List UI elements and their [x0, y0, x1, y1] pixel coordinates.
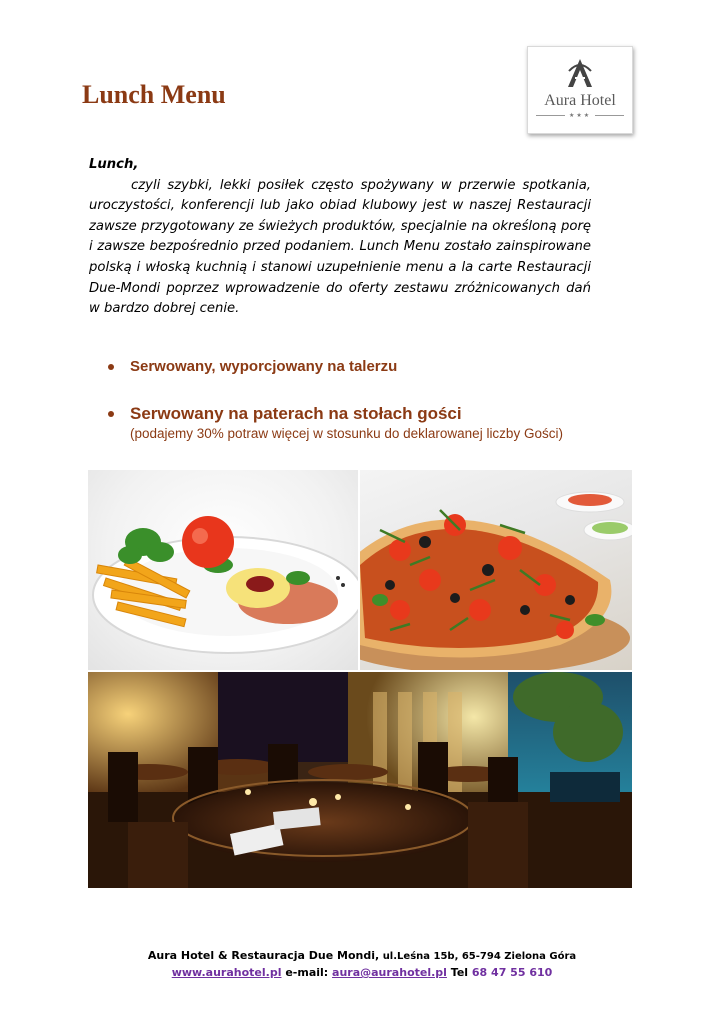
- footer-contact: [0, 966, 724, 979]
- bullet-dot-icon: [108, 364, 114, 370]
- intro-body: czyli szybki, lekki posiłek często spożywany w przerwie spotkania, uroczystości, konferencji lub jako obiad klubowy jest w naszej Restauracji zawsze przygotowany ze świeżych produktów, specjalnie na określoną porę i zawsze bezpośrednio przed podaniem. Lunch Menu zostało zainspirowane polską i włoską kuchnią i stanowi uzupełnienie menu a la carte Restauracji Due-Mondi poprzez wprowadzenie do oferty zestawu zróżnicowanych dań w bardzo dobrej cenie.: [89, 177, 591, 317]
- aura-logo-icon: [566, 57, 594, 89]
- email-link[interactable]: aura@aurahotel.pl: [332, 966, 447, 979]
- email-label: e-mail:: [285, 966, 329, 979]
- footer-address-text: ul.Leśna 15b, 65-794 Zielona Góra: [382, 951, 577, 962]
- logo-name: Aura Hotel: [544, 92, 616, 109]
- bullet-text: Serwowany, wyporcjowany na talerzu: [130, 358, 398, 375]
- logo-stars: ★★★: [568, 112, 592, 119]
- bullet-text: Serwowany na paterach na stołach gości: [130, 404, 462, 423]
- photo-plated-dish: [88, 470, 358, 670]
- footer-business-name: Aura Hotel & Restauracja Due Mondi,: [147, 949, 380, 962]
- photo-restaurant-interior: [88, 672, 632, 888]
- intro-lead: Lunch,: [89, 157, 139, 172]
- tel-label: Tel: [450, 966, 469, 979]
- hotel-logo: [527, 46, 633, 134]
- page-title: Lunch Menu: [82, 80, 226, 109]
- intro-paragraph: [89, 155, 591, 320]
- photo-pizza: [360, 470, 632, 670]
- bullet-note: (podajemy 30% potraw więcej w stosunku do deklarowanej liczby Gości): [130, 426, 563, 441]
- bullet-dot-icon: [108, 411, 114, 417]
- tel-number: 68 47 55 610: [471, 966, 553, 979]
- website-link[interactable]: www.aurahotel.pl: [171, 966, 282, 979]
- footer-address: [0, 949, 724, 962]
